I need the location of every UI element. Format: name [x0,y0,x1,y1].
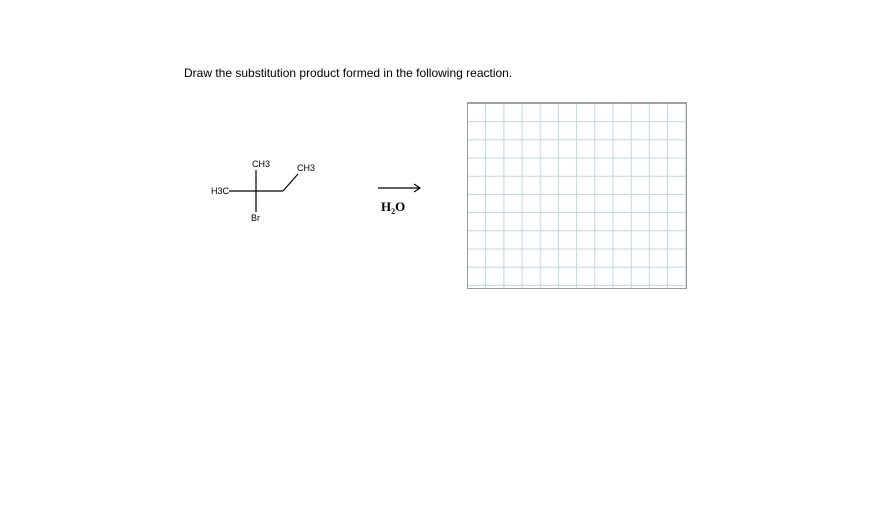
reagent-o: O [395,199,406,214]
question-text: Draw the substitution product formed in the following reaction. [184,66,513,80]
label-br: Br [251,213,260,223]
drawing-canvas[interactable] [467,102,687,289]
reagent-label [381,199,405,215]
reagent-h: H [381,199,392,214]
right-arrow-icon [376,180,424,196]
reactant-structure [205,152,335,232]
reagent-subscript: 2 [391,207,396,216]
label-left-h3c: H3C [211,186,230,196]
label-right-ch3: CH3 [297,163,316,173]
label-top-ch3: CH3 [252,159,271,169]
bond-diagonal [283,174,298,191]
